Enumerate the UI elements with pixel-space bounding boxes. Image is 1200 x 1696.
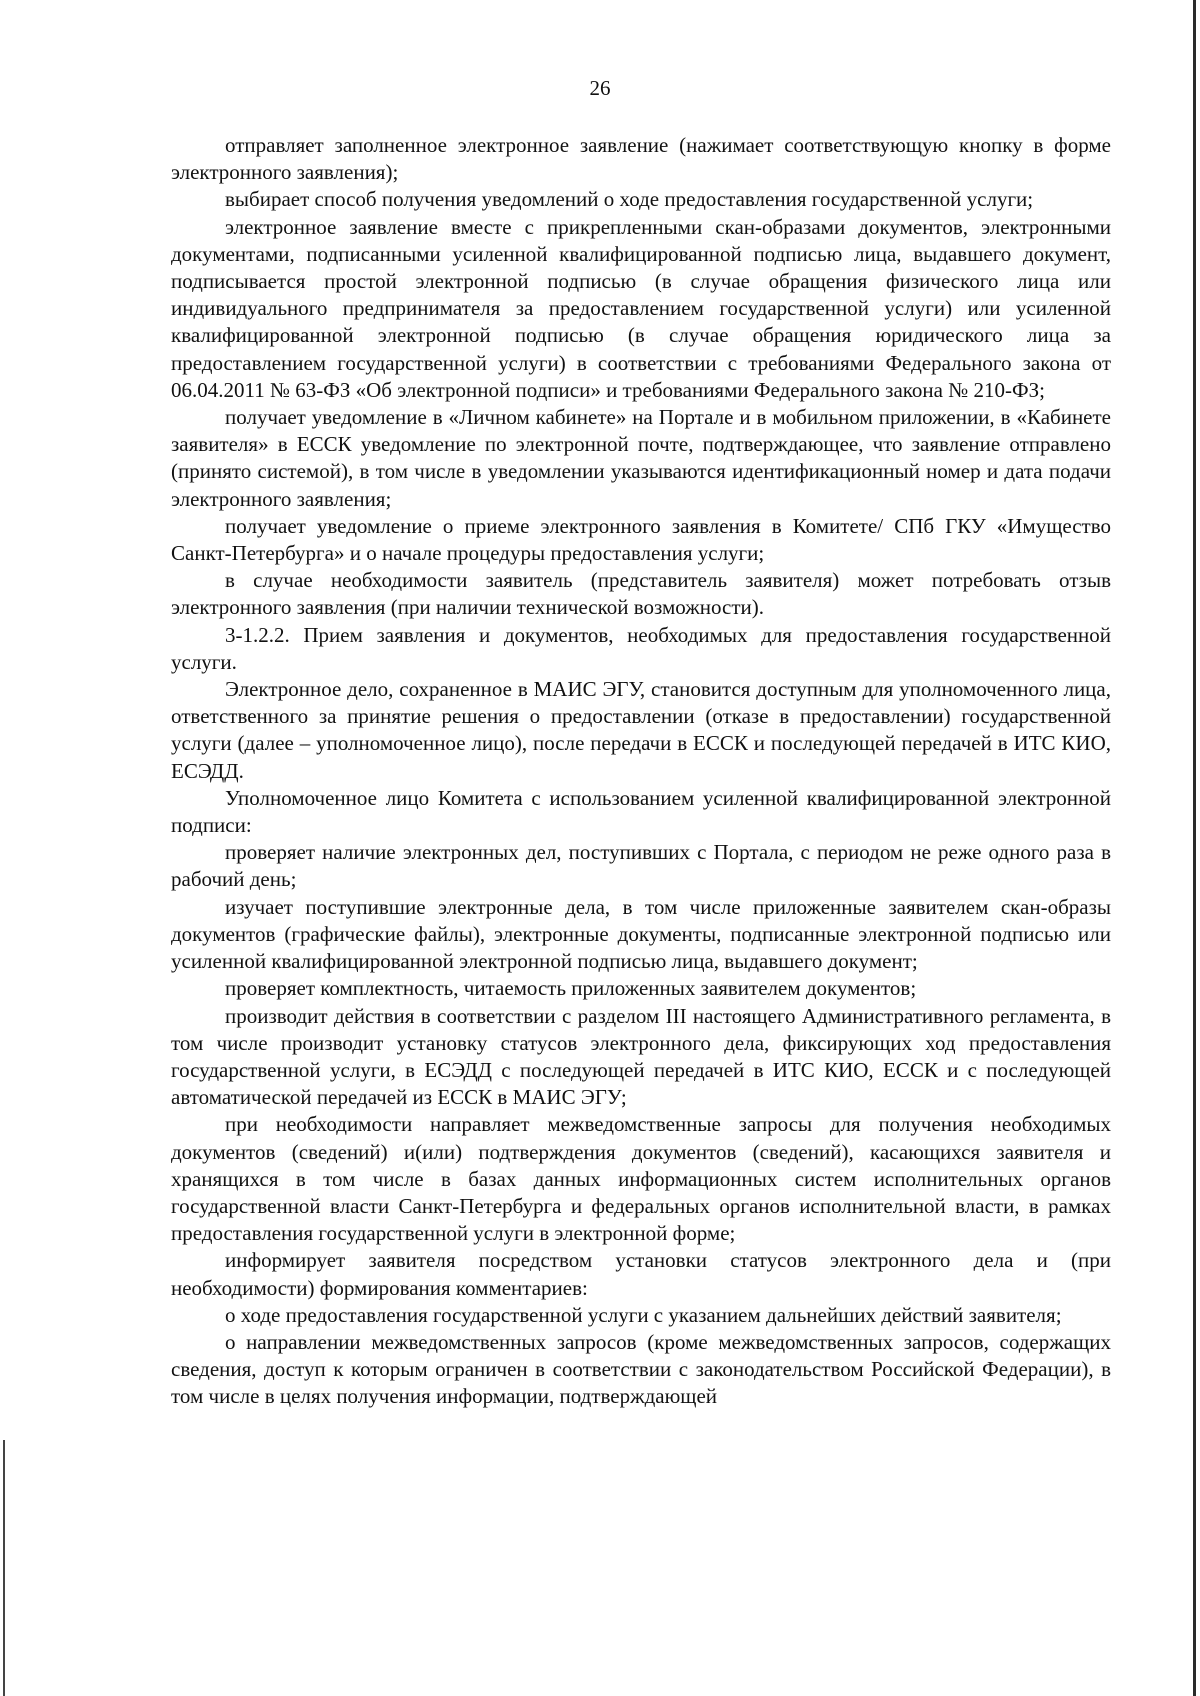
- page-number: 26: [589, 76, 611, 100]
- paragraph-electronic-case: Электронное дело, сохраненное в МАИС ЭГУ, становится доступным для уполномоченного лица, ответственного за принятие решения о предоставлении (отказе в предоставлении) государственной услуги (далее – уполномоченное лицо), после передачи в ЕССК и последующей передачей в ИТС КИО, ЕСЭДД.: [171, 677, 1111, 783]
- paragraph-studies-cases: изучает поступившие электронные дела, в том числе приложенные заявителем скан-образы документов (графические файлы), электронные документы, подписанные электронной подписью или усиленной квалифицированной электронной подписью лица, выдавшего документ;: [171, 894, 1111, 974]
- paragraph-electronic-signature: электронное заявление вместе с прикрепленными скан-образами документов, электронными документами, подписанными усиленной квалифицированной подписью лица, выдавшего документ, подписывается простой электронной подписью (в случае обращения физического лица или индивидуального предпринимателя за предоставлением государственной услуги) или усиленной квалифицированной электронной подписью (в случае обращения юридического лица за предоставлением государственной услуги) в соответствии с требованиями Федерального закона от 06.04.2011 № 63-ФЗ «Об электронной подписи» и требованиями Федерального закона № 210-ФЗ;: [171, 214, 1111, 402]
- paragraph-requests-sent: о направлении межведомственных запросов (кроме межведомственных запросов, содержащих сведения, доступ к которым ограничен в соответствии с законодательством Российской Федерации), в том числе в целях получения информации, подтверждающей: [171, 1329, 1111, 1409]
- paragraph-performs-actions: производит действия в соответствии с разделом III настоящего Административного регламента, в том числе производит установку статусов электронного дела, фиксирующих ход предоставления государственной услуги, в ЕСЭДД с последующей передачей в ИТС КИО, ЕССК и с последующей автоматической передачей из ЕССК в МАИС ЭГУ;: [171, 1003, 1111, 1110]
- paragraph-acceptance-notice: получает уведомление о приеме электронного заявления в Комитете/ СПб ГКУ «Имущество Санкт-Петербурга» и о начале процедуры предоставления услуги;: [171, 513, 1111, 566]
- paragraph-checks-cases: проверяет наличие электронных дел, поступивших с Портала, с периодом не реже одного раза в рабочий день;: [171, 840, 1111, 892]
- document-body: [171, 132, 1111, 1411]
- paragraph-section-3-1-2-2: 3-1.2.2. Прием заявления и документов, необходимых для предоставления государственной услуги.: [171, 622, 1111, 674]
- paragraph-authorized-person: Уполномоченное лицо Комитета с использованием усиленной квалифицированной электронной подписи:: [171, 785, 1111, 838]
- paragraph-withdrawal: в случае необходимости заявитель (представитель заявителя) может потребовать отзыв электронного заявления (при наличии технической возможности).: [171, 568, 1111, 620]
- paragraph-notification-method: выбирает способ получения уведомлений о ходе предоставления государственной услуги;: [225, 187, 1034, 212]
- paragraph-checks-completeness: проверяет комплектность, читаемость приложенных заявителем документов;: [225, 976, 917, 1001]
- paragraph-informs-applicant: информирует заявителя посредством установки статусов электронного дела и (при необходимости) формирования комментариев:: [171, 1248, 1111, 1300]
- paragraph-receive-notification: получает уведомление в «Личном кабинете» на Портале и в мобильном приложении, в «Кабинете заявителя» в ЕССК уведомление по электронной почте, подтверждающее, что заявление отправлено (принято системой), в том числе в уведомлении указываются идентификационный номер и дата подачи электронного заявления;: [171, 405, 1111, 511]
- scan-edge-right: [1193, 0, 1196, 1696]
- scan-edge-left: [3, 1440, 5, 1696]
- paragraph-progress-status: о ходе предоставления государственной услуги с указанием дальнейших действий заявителя;: [225, 1302, 1062, 1327]
- paragraph-send-application: отправляет заполненное электронное заявление (нажимает соответствующую кнопку в форме электронного заявления);: [171, 133, 1111, 185]
- paragraph-interagency-requests: при необходимости направляет межведомственные запросы для получения необходимых документов (сведений) и(или) подтверждения документов (сведений), касающихся заявителя и хранящихся в том числе в базах данных информационных систем исполнительных органов государственной власти Санкт-Петербурга и федеральных органов исполнительной власти, в рамках предоставления государственной услуги в электронной форме;: [171, 1112, 1111, 1246]
